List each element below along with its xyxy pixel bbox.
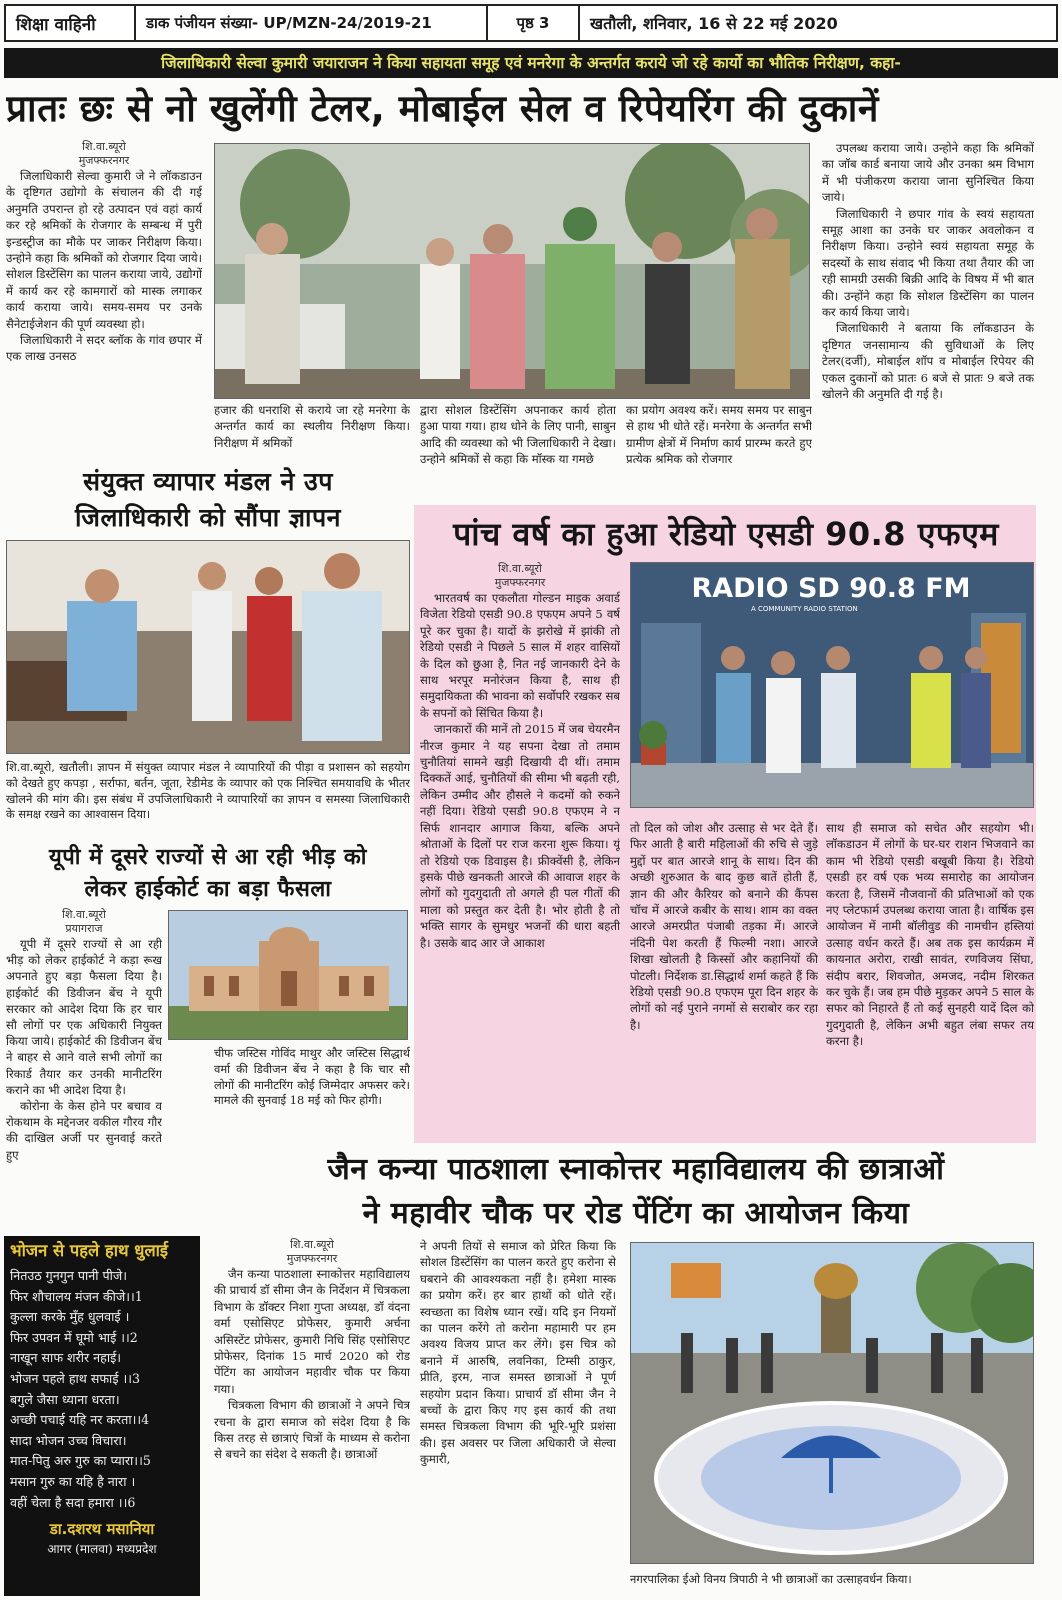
- lead-paragraph: जिलाधिकारी ने बताया कि लॉकडाउन के दृष्टिगत जनसामान्य की सुविधाओं के लिए टेलर(दर्जी), मोबाईल शॉप व मोबाईल रिपेयर की एकल दुकानों को प्रातः 6 बजे से प्रातः 9 बजे तक खोलने की अनुमति दी गई है।: [822, 321, 1034, 402]
- road-painting-caption: नगरपालिका ईओ विनय त्रिपाठी ने भी छात्राओं का उत्साहवर्धन किया।: [630, 1572, 912, 1586]
- lead-strapline: जिलाधिकारी सेल्वा कुमारी जयाराजन ने किया सहायता समूह एवं मनरेगा के अन्तर्गत कराये जो रहे कार्यो का भौतिक निरीक्षण, कहा-: [4, 48, 1058, 78]
- jain-column-2: ने अपनी तियों से समाज को प्रेरित किया कि सोशल डिस्टेंसिंग का पालन करते हुए करोना से घबराने की आवश्यकता नहीं है। हमेशा मास्क का प्रयोग करें। हर बार हाथों को धोते रहें। स्वच्छता का विशेष ध्यान रखें। यदि इन नियमों का पालन करेंगे तो करोना महामारी पर हम अवश्य विजय प्राप्त कर लेंगे। इस चित्र को बनाने में आरुषि, लवनिका, टिम्सी ठाकुर, प्रीति, इरम, नाज समस्त छात्राओं ने पूर्ण सहयोग प्रदान किया। प्राचार्य डॉ सीमा जैन ने बच्चों के द्वारा किए गए इस कार्य की तथा समस्त चित्रकला विभाग की भूरि-भूरि प्रशंसा की। इस अवसर पर जिला अधिकारी जे सेल्वा कुमारी,: [420, 1239, 616, 1467]
- memorandum-caption: शि.वा.ब्यूरो, खतौली। ज्ञापन में संयुक्त व्यापार मंडल ने व्यापारियों की पीड़ा व प्रशासन को सहयोग को देखते हुए कपड़ा , सर्राफा, बर्तन, जूता, रेडीमेड के व्यापार को एक निश्चित समयावधि के भीतर खोलने की मांग की। इस संबंध में उपजिलाधिकारी ने व्यापारियों का ज्ञापन व समस्या जिलाधिकारी के समक्ष रखने का आश्वासन दिया।: [6, 760, 410, 822]
- poem-title: भोजन से पहले हाथ धुलाई: [10, 1241, 169, 1260]
- byline-city: प्रयागराज: [65, 922, 103, 935]
- jain-column-1: [214, 1238, 410, 1598]
- lead-column-1: [6, 140, 202, 446]
- poem-line: सादा भोजन उच्च विचारा।: [10, 1432, 127, 1448]
- poem-line: कुल्ला करके मुँह धुलवाई ।: [10, 1309, 130, 1325]
- highcourt-column-2: चीफ जस्टिस गोविंद माथुर और जस्टिस सिद्धार्थ वर्मा की डिवीजन बेंच ने कहा है कि चार सौ लोगों की मानीटरिंग कोई जिम्मेदार अफसर करे। मामले की सुनवाई 18 मई को फिर होगी।: [214, 1046, 410, 1108]
- radio-column-2: तो दिल को जोश और उत्साह से भर देते हैं। फिर आती है बारी महिलाओं की रुचि से जुड़े मुद्दों पर बात आरजे शानू के साथ। दिन की अच्छी शुरुआत के बाद कुछ बातें होती हैं, ज्ञान की और कैरियर को बनाने की कैंपस चॉच में आरजे कबीर के साथ। शाम का वक्त आरजे अमरप्रीत पंजाबी तड़का में। आरजे नंदिनी पेश करती हैं फिल्मी नशा। आरजे शिखा खोलती है किस्सों और कहानियों की पोटली। निर्देशक डा.सिद्धार्थ शर्मा कहते हैं कि रेडियो एसडी 90.8 एफएम पूरा दिन शहर के लोगों को नई पुराने नगमों से सराबोर कर रहा है।: [630, 821, 818, 1032]
- poem-line: नाखून साफ शरीर नहाई।: [10, 1350, 122, 1366]
- poem-line: फिर शौचालय मंजन कीजे।।1: [10, 1288, 143, 1304]
- highcourt-headline-line-1: यूपी में दूसरे राज्यों से आ रही भीड़ को: [49, 845, 367, 870]
- poem-line: नितउठ गुनगुन पानी पीजे।: [10, 1268, 128, 1283]
- poem-line: मसान गुरु का यहि है नारा ।: [10, 1473, 136, 1489]
- byline-bureau: शि.वा.ब्यूरो: [498, 562, 542, 575]
- lead-headline: प्रातः छः से नो खुलेंगी टेलर, मोबाईल सेल व रिपेयरिंग की दुकानें: [6, 87, 879, 130]
- byline-bureau: शि.वा.ब्यूरो: [290, 1238, 334, 1251]
- lead-column-5: [822, 140, 1034, 502]
- masthead: [4, 4, 1058, 42]
- byline-bureau: शि.वा.ब्यूरो: [82, 140, 126, 153]
- poem-author: डा.दशरथ मसानिया: [49, 1520, 155, 1539]
- byline-city: मुजफ्फरनगर: [286, 1252, 338, 1265]
- highcourt-paragraph: कोरोना के केस होने पर बचाव व रोकथाम के मद्देनजर वकील गौरव गौर की दाखिल अर्जी पर सुनवाई करते हुए: [6, 1099, 162, 1162]
- lead-paragraph: जिलाधिकारी सेल्वा कुमारी जे ने लॉकडाउन के दृष्टिगत उद्योगो के संचालन की दी गई अनुमति उपरान्त हो रहे उत्पादन एवं वहां कार्य कर रहे श्रमिकों के रोजगार के सम्बन्ध में पुरी इन्डस्ट्रीज का मौके पर जाकर निरीक्षण किया। उन्होने कहा कि श्रमिकों को रोजगार दिया जाये। सोशल डिस्टेंसिग का पालन कराया जाये, उद्योगों में कार्य कर रहे कामगारों को मास्क लगाकर कार्य कराया जाये। समय-समय पर उनके सैनेटाईजेशन की पूर्ण व्यवस्था हो।: [6, 169, 202, 331]
- poem-line: वहीं चेला है सदा हमारा ।।6: [10, 1494, 136, 1510]
- radio-column-1: [420, 562, 620, 1142]
- radio-headline: पांच वर्ष का हुआ रेडियो एसडी 90.8 एफएम: [453, 515, 999, 553]
- poem-line: अच्छी पचाई यहि नर करता।।4: [10, 1412, 150, 1428]
- vyapar-headline-line-1: संयुक्त व्यापार मंडल ने उप: [83, 467, 333, 496]
- road-painting-photo: [630, 1242, 1034, 1564]
- poem-line: फिर उपवन में घूमो भाई ।।2: [10, 1329, 138, 1345]
- newspaper-name: शिक्षा वाहिनी: [6, 6, 136, 40]
- radio-column-3: साथ ही समाज को सचेत और सहयोग भी। लॉकडाउन में लोगों के घर-घर राशन भिजवाने का काम भी रेडियो एसडी बखूबी किया है। रेडियो एसडी हर वर्ष एक भव्य समारोह का आयोजन करता है, जिसमें नौजवानों की प्रतिभाओं को एक नए प्लेटफार्म उपलब्ध कराया जाता है। वार्षिक इस आयोजन में नामी बॉलीवुड की नामचीन हस्तियां उत्साह वर्धन करते हैं। अब तक इस कार्यक्रम में कायनात अरोरा, राखी सावंत, रणविजय सिंघा, संदीप बरार, शिवजोत, अमजद, नदीम शिरकत कर चुके हैं। जब हम पीछे मुड़कर अपने 5 साल के सफर को निहारते हैं तो कई सुनहरी यादें दिल को गुदगुदाती है, लेकिन अभी बहुत लंबा सफर तय करना है।: [826, 821, 1034, 1049]
- byline-bureau: शि.वा.ब्यूरो: [62, 908, 106, 921]
- highcourt-column-1: [6, 908, 162, 1238]
- radio-sign-text: RADIO SD 90.8 FM: [691, 573, 971, 604]
- radio-subsign-text: A COMMUNITY RADIO STATION: [751, 605, 858, 613]
- highcourt-paragraph: यूपी में दूसरे राज्यों से आ रही भीड़ को लेकर हाईकोर्ट ने कड़ा रूख अपनाते हुए बड़ा फैसला दिया है। हाईकोर्ट की डिवीजन बेंच ने यूपी सरकार को आदेश दिया कि हर चार सौ लोगों पर एक अधिकारी नियुक्त किया जाये। हाईकोर्ट की डिवीजन बेंच ने बाहर से आने वाले सभी लोगों का रिकार्ड तैयार कर उनकी मानीटरिंग कराने का भी आदेश दिया है।: [6, 937, 162, 1097]
- jain-headline-line-1: जैन कन्या पाठशाला स्नाकोत्तर महाविद्यालय की छात्राओं: [327, 1152, 945, 1187]
- poem-line: बगुले जैसा ध्याना धरता।: [10, 1391, 120, 1407]
- radio-paragraph: जानकारों की मानें तो 2015 में जब चेयरमैन नीरज कुमार ने यह सपना देखा तो तमाम चुनौतियां सामने खड़ी दिखायी दी थीं। तमाम दिक्कतें आई, चुनौतियों की सीमा भी बढ़ती रही, लेकिन उम्मीद और हौसले ने कदमों को रुकने नहीं दिया। रेडियो एसडी 90.8 एफएम ने न सिर्फ शानदार आगाज किया, बल्कि अपने श्रोताओं के दिलों पर राज करना शुरू किया। यूं तो रेडियो एक डिवाइस है। फ्रीक्वेंसी है, लेकिन इसके पीछे खनकती आरजे की आवाज शहर के लोगों को गुदगुदाती तो अगले ही पल गीतों की माला को प्रस्तुत कर देती है। भोर होती है तो भक्ति सागर के सुमधुर भजनों की धारा बहती है। उसके बाद आर जे आकाश: [420, 722, 620, 950]
- jain-headline-line-2: ने महावीर चौक पर रोड पेंटिंग का आयोजन किया: [362, 1196, 910, 1231]
- lead-column-4: का प्रयोग अवश्य करें। समय समय पर साबुन से हाथ भी धोते रहें। मनरेगा के अन्तर्गत सभी ग्रामीण क्षेत्रों में निर्माण कार्य प्रारम्भ करते हुए प्रत्येक श्रमिक को रोजगार: [626, 403, 812, 467]
- lead-paragraph: जिलाधिकारी ने छपार गांव के स्वयं सहायता समूह आशा का उनके घर जाकर अवलोकन व निरीक्षण किया। उन्होने स्वयं सहायता समूह के सदस्यों के साथ संवाद भी किया तथा तैयार की जा रही सामग्री उसकी बिक्री आदि के विषय में भी बात की। उन्होंने कहा कि सोशल डिस्टेंसिग का पालन कर कार्य किया जाये।: [822, 206, 1034, 320]
- radio-station-photo: [630, 562, 1034, 808]
- poem-line: मात-पितु अरु गुरु का प्यारा।।5: [10, 1453, 151, 1469]
- registration-number: डाक पंजीयन संख्या- UP/MZN-24/2019-21: [136, 6, 488, 40]
- lead-column-3: द्वारा सोशल डिस्टेंसिंग अपनाकर कार्य होता हुआ पाया गया। हाथ धोने के लिए पानी, साबुन आदि की व्यवस्था को भी जिलाधिकारी ने देखा। उन्होने श्रमिकों से कहा कि मॉस्क या गमछे: [420, 403, 616, 467]
- poem-line: भोजन पहले हाथ सफाई ।।3: [10, 1370, 141, 1386]
- highcourt-headline-line-2: लेकर हाईकोर्ट का बड़ा फैसला: [84, 877, 332, 902]
- dateline: खतौली, शनिवार, 16 से 22 मई 2020: [590, 14, 838, 33]
- radio-station-illustration: [631, 563, 1034, 808]
- jain-paragraph: चित्रकला विभाग की छात्राओं ने अपने चित्र रचना के द्वारा समाज को संदेश दिया है कि किस तरह से छात्राएं चित्रों के माध्यम से करोना से बचने का संदेश दे सकती है। छात्राओं: [214, 1398, 410, 1462]
- lead-column-2: हजार की धनराशि से कराये जा रहे मनरेगा के अन्तर्गत कार्य का स्थलीय निरीक्षण किया। निरीक्षण में श्रमिकों: [214, 403, 410, 450]
- page-number: पृष्ठ 3: [488, 6, 580, 40]
- highcourt-photo: [168, 910, 408, 1040]
- poem-box: [4, 1236, 200, 1596]
- vyapar-headline-line-2: जिलाधिकारी को सौंपा ज्ञापन: [74, 503, 342, 532]
- inspection-photo: [214, 143, 810, 399]
- byline-city: मुजफ्फरनगर: [78, 154, 130, 167]
- memorandum-photo-illustration: [7, 541, 410, 754]
- lead-paragraph: उपलब्ध कराया जाये। उन्होने कहा कि श्रमिकों का जॉब कार्ड बनाया जाये और उनका श्रम विभाग में भी पंजीकरण कराया जाना सुनिश्चित किया जाये।: [822, 141, 1034, 205]
- poem-place: आगर (मालवा) मध्यप्रदेश: [47, 1542, 157, 1557]
- lead-paragraph: जिलाधिकारी ने सदर ब्लॉक के गांव छपार में एक लाख उनसठ: [6, 333, 202, 364]
- radio-paragraph: भारतवर्ष का एकलौता गोल्डन माइक अवार्ड विजेता रेडियो एसडी 90.8 एफएम अपने 5 वर्ष पूरे कर चुका है। यादों के झरोखे में झांकी तो रेडियो एसडी ने पिछले 5 साल में शहर वासियों के दिल को छुआ है, नित नई जानकारी देने के साथ भरपूर मनोरंजन किया है, साथ ही समुदायिकता की भावना को सर्वोपरि रखकर सब के सपनों को सिंचित किया है।: [420, 591, 620, 720]
- inspection-photo-illustration: [215, 144, 810, 399]
- jain-paragraph: जैन कन्या पाठशाला स्नाकोत्तर महाविद्यालय की प्राचार्य डॉ सीमा जैन के निर्देशन में चित्रकला विभाग के डॉक्टर निशा गुप्ता अध्यक्ष, डॉ वंदना वर्मा एसोसिएट प्रोफेसर, कुमारी अर्चना असिस्टेंट प्रोफेसर, कुमारी निधि सिंह एसोसिएट प्रोफेसर, दिनांक 15 मार्च 2020 को रोड पेंटिंग का आयोजन महावीर चौक पर किया गया।: [214, 1267, 410, 1396]
- memorandum-photo: [6, 540, 410, 754]
- highcourt-building-illustration: [169, 911, 408, 1040]
- road-painting-illustration: [631, 1243, 1034, 1564]
- byline-city: मुजफ्फरनगर: [494, 576, 546, 589]
